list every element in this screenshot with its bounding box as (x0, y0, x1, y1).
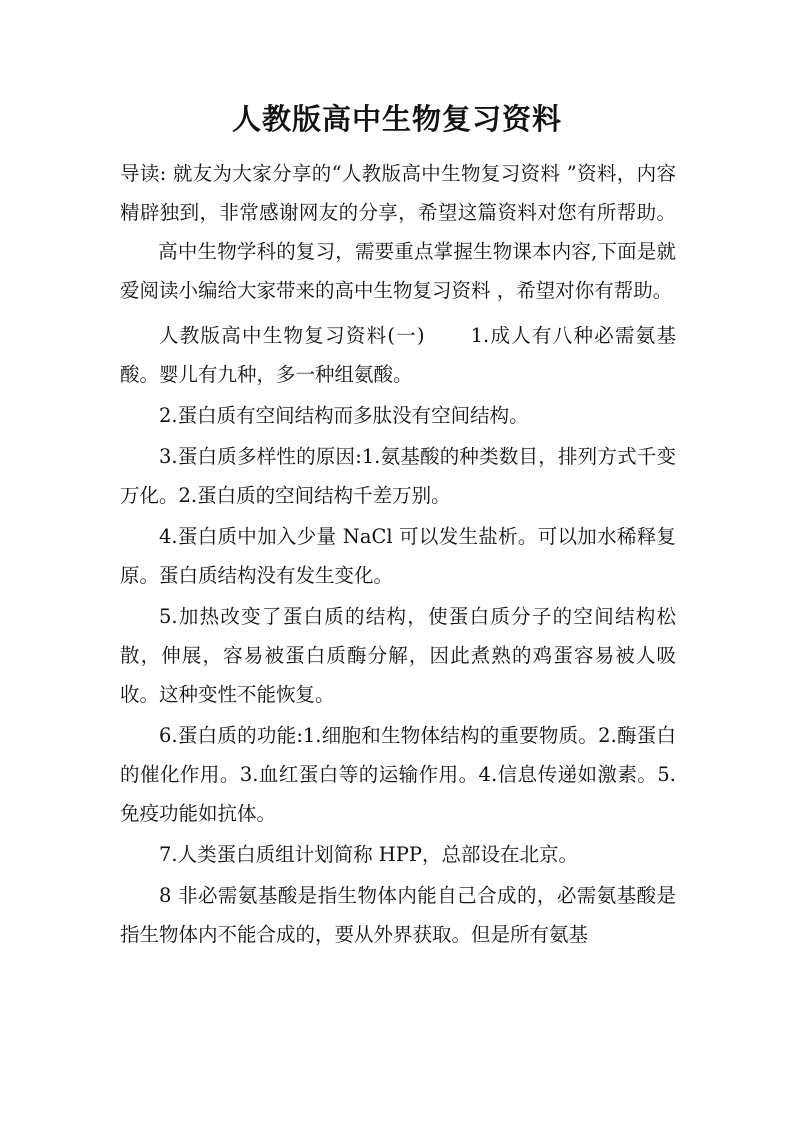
point-8-paragraph (120, 876, 676, 954)
point-4: 4.蛋白质中加入少量 NaCl 可以发生盐析。可以加水稀释复原。蛋白质结构没有发生变化。 (120, 525, 676, 587)
intro-paragraph (120, 154, 676, 310)
point-1: 1.成人有八种必需氨基酸。婴儿有九种，多一种组氨酸。 (120, 324, 677, 386)
point-7: 7.人类蛋白质组计划简称 HPP，总部设在北京。 (159, 843, 579, 866)
point-3-paragraph (120, 437, 676, 515)
point-4-paragraph (120, 517, 676, 595)
section-heading: 人教版高中生物复习资料(一) (159, 324, 425, 347)
point-7-paragraph (120, 835, 676, 874)
document-body (120, 154, 676, 956)
point-5: 5.加热改变了蛋白质的结构，使蛋白质分子的空间结构松散，伸展，容易被蛋白质酶分解，因此煮熟的鸡蛋容易被人吸收。这种变性不能恢复。 (120, 605, 676, 706)
point-8: 8 非必需氨基酸是指生物体内能自己合成的，必需氨基酸是指生物体内不能合成的，要从外界获取。但是所有氨基 (120, 884, 676, 946)
point-2-paragraph (120, 396, 676, 435)
point-6-paragraph (120, 716, 676, 833)
section-heading-paragraph (120, 316, 676, 394)
point-2: 2.蛋白质有空间结构而多肽没有空间结构。 (159, 404, 529, 427)
point-5-paragraph (120, 597, 676, 714)
intro-text: 导读: 就友为大家分享的“人教版高中生物复习资料 ”资料，内容精辟独到，非常感谢网友的分享，希望这篇资料对您有所帮助。 (120, 162, 676, 224)
document-title: 人教版高中生物复习资料 (231, 102, 562, 136)
point-3: 3.蛋白质多样性的原因:1.氨基酸的种类数目，排列方式千变万化。2.蛋白质的空间结构千差万别。 (120, 445, 676, 507)
point-6: 6.蛋白质的功能:1.细胞和生物体结构的重要物质。2.酶蛋白的催化作用。3.血红蛋白等的运输作用。4.信息传递如激素。5.免疫功能如抗体。 (120, 724, 676, 825)
intro-continuation: 高中生物学科的复习，需要重点掌握生物课本内容,下面是就爱阅读小编给大家带来的高中生物复习资料 ，希望对你有帮助。 (120, 240, 676, 302)
